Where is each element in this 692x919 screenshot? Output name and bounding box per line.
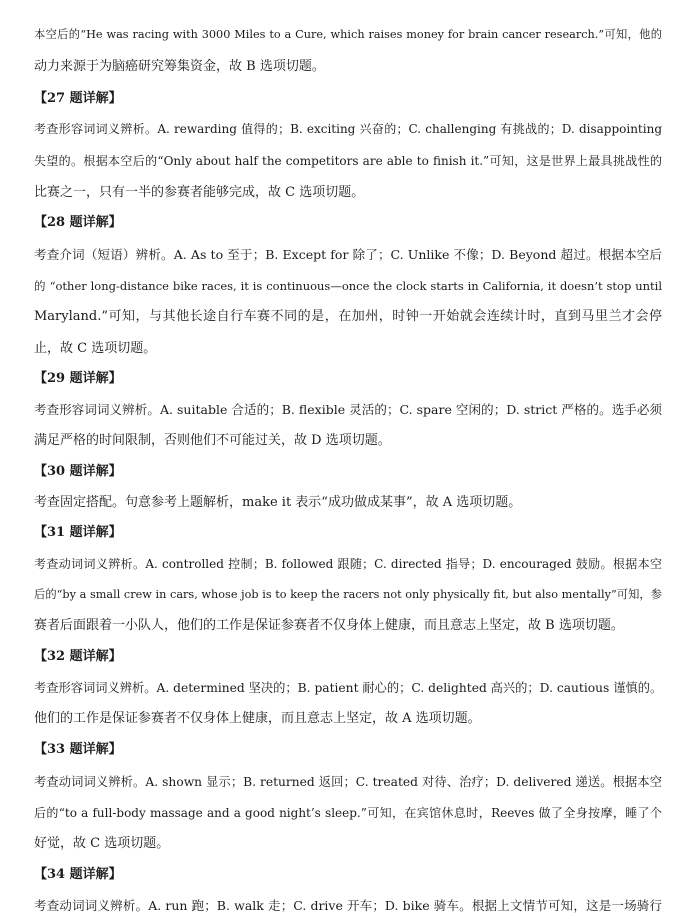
paragraph-line: 满足严格的时间限制，否则他们不可能过关，故 D 选项切题。: [34, 433, 391, 448]
section-heading: 【32 题详解】: [34, 649, 122, 664]
section-heading: 【29 题详解】: [34, 371, 122, 386]
paragraph-line: 后的“by a small crew in cars, whose job is to keep the racers not only physically fit, but also mentally”可知，参: [34, 588, 662, 601]
section-heading: 【31 题详解】: [34, 525, 122, 540]
paragraph-line: 考查形容词词义辨析。A. determined 坚决的；B. patient 耐心的；C. delighted 高兴的；D. cautious 谨慎的。: [34, 681, 662, 695]
paragraph-line: 赛者后面跟着一小队人，他们的工作是保证参赛者不仅身体上健康，而且意志上坚定，故 B 选项切题。: [34, 618, 624, 633]
section-heading: 【30 题详解】: [34, 464, 122, 479]
paragraph-line: 比赛之一，只有一半的参赛者能够完成，故 C 选项切题。: [34, 185, 365, 200]
section-heading: 【34 题详解】: [34, 867, 122, 882]
paragraph-line: 考查动词词义辨析。A. controlled 控制；B. followed 跟随；C. directed 指导；D. encouraged 鼓励。根据本空: [34, 557, 662, 571]
paragraph-line: 考查形容词词义辨析。A. rewarding 值得的；B. exciting 兴奋的；C. challenging 有挑战的；D. disappointing: [34, 122, 662, 136]
paragraph-line: 本空后的“He was racing with 3000 Miles to a Cure, which raises money for brain cancer research.”可知，他的: [34, 28, 662, 41]
paragraph-line: 考查固定搭配。句意参考上题解析，make it 表示“成功做成某事”，故 A 选项切题。: [34, 495, 522, 510]
section-heading: 【27 题详解】: [34, 91, 122, 106]
section-heading: 【33 题详解】: [34, 742, 122, 757]
paragraph-line: 止，故 C 选项切题。: [34, 341, 157, 356]
paragraph-line: 后的“to a full-body massage and a good night’s sleep.”可知，在宾馆休息时，Reeves 做了全身按摩，睡了个: [34, 806, 662, 820]
paragraph-line: 的 “other long-distance bike races, it is continuous—once the clock starts in California, it doesn’t stop until: [34, 279, 662, 293]
paragraph-line: 好觉，故 C 选项切题。: [34, 836, 170, 851]
section-heading: 【28 题详解】: [34, 215, 122, 230]
paragraph-line: 考查动词词义辨析。A. shown 显示；B. returned 返回；C. treated 对待、治疗；D. delivered 递送。根据本空: [34, 775, 662, 789]
paragraph-line: 失望的。根据本空后的“Only about half the competitors are able to finish it.”可知，这是世界上最具挑战性的: [34, 154, 662, 168]
paragraph-line: Maryland.”可知，与其他长途自行车赛不同的是，在加州，时钟一开始就会连续计时，直到马里兰才会停: [34, 309, 662, 324]
paragraph-line: 考查介词（短语）辨析。A. As to 至于；B. Except for 除了；C. Unlike 不像；D. Beyond 超过。根据本空后: [34, 247, 662, 262]
paragraph-line: 考查动词词义辨析。A. run 跑；B. walk 走；C. drive 开车；D. bike 骑车。根据上文情节可知，这是一场骑行: [34, 898, 662, 913]
paragraph-line: 他们的工作是保证参赛者不仅身体上健康，而且意志上坚定，故 A 选项切题。: [34, 711, 481, 726]
paragraph-line: 动力来源于为脑癌研究筹集资金，故 B 选项切题。: [34, 59, 325, 74]
paragraph-line: 考查形容词词义辨析。A. suitable 合适的；B. flexible 灵活的；C. spare 空闲的；D. strict 严格的。选手必须: [34, 402, 662, 417]
